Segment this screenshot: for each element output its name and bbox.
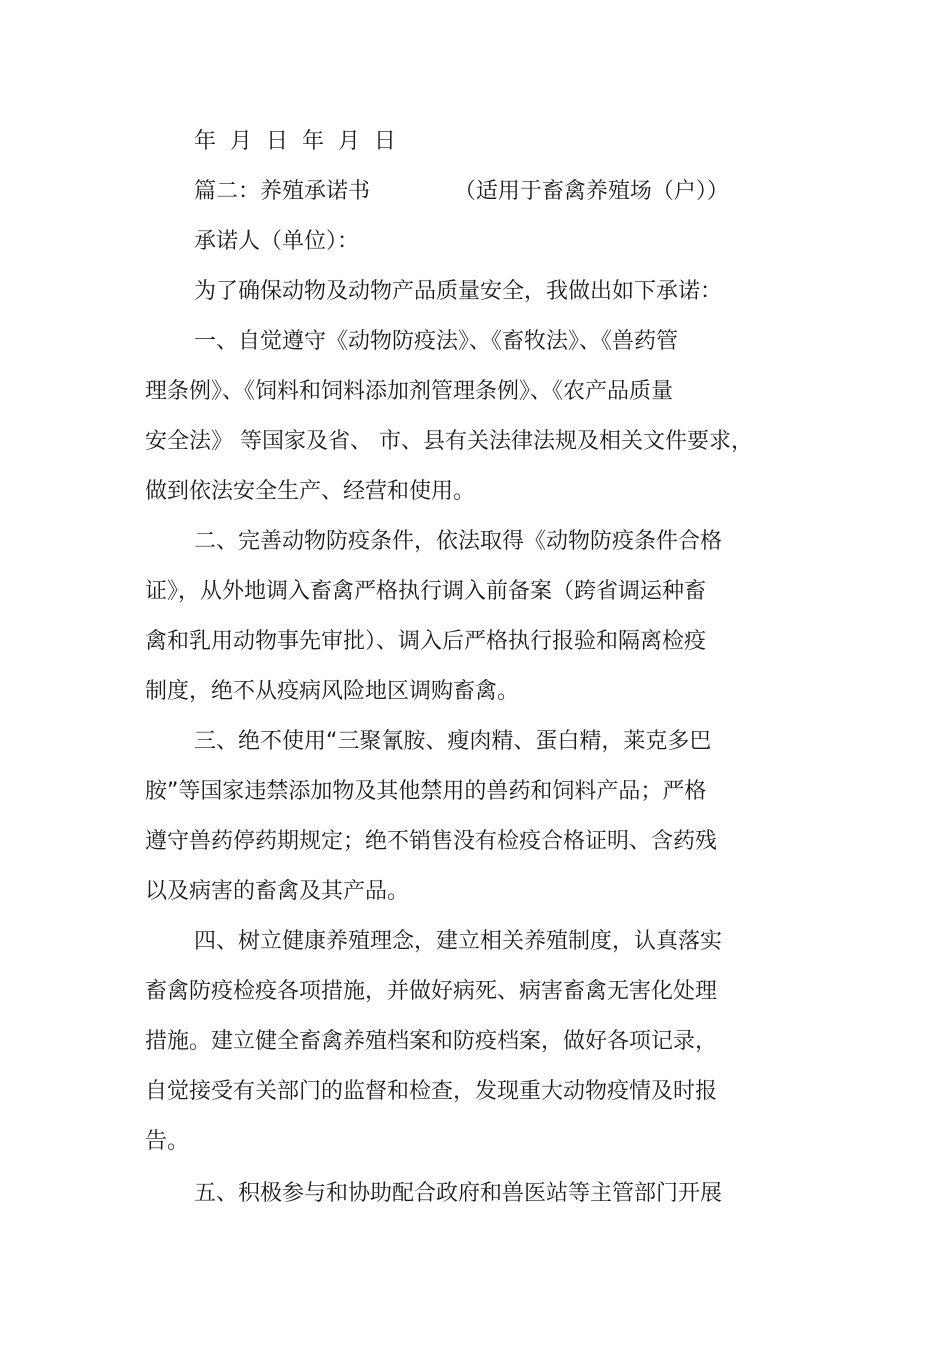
clause-5-line-1: 五、积极参与和协助配合政府和兽医站等主管部门开展	[194, 1181, 723, 1206]
clause-3-line-3: 遵守兽药停药期规定；绝不销售没有检疫合格证明、含药残	[145, 829, 718, 854]
clause-1-line-3: 安全法》 等国家及省、 市、县有关法律法规及相关文件要求，	[145, 429, 753, 454]
clause-1-line-1: 一、自觉遵守《动物防疫法》、《畜牧法》、《兽药管	[194, 329, 679, 354]
clause-3-line-4: 以及病害的畜禽及其产品。	[145, 879, 410, 904]
intro-line: 为了确保动物及动物产品质量安全，我做出如下承诺：	[194, 279, 723, 304]
section-title: 篇二：养殖承诺书 （适用于畜禽养殖场（户））	[194, 179, 729, 204]
clause-4-line-4: 自觉接受有关部门的监督和检查，发现重大动物疫情及时报	[145, 1079, 718, 1104]
clause-1-line-2: 理条例》、《饲料和饲料添加剂管理条例》、《农产品质量	[145, 379, 674, 404]
clause-4-line-1: 四、树立健康养殖理念，建立相关养殖制度，认真落实	[194, 929, 723, 954]
clause-4-line-5: 告。	[145, 1129, 190, 1154]
clause-1-line-4: 做到依法安全生产、经营和使用。	[145, 479, 476, 504]
clause-4-line-2: 畜禽防疫检疫各项措施，并做好病死、病害畜禽无害化处理	[145, 979, 718, 1004]
clause-2-line-1: 二、完善动物防疫条件，依法取得《动物防疫条件合格	[194, 529, 723, 554]
clause-2-line-2: 证》，从外地调入畜禽严格执行调入前备案（跨省调运种畜	[145, 579, 707, 604]
clause-3-line-1: 三、绝不使用“三聚氰胺、瘦肉精、蛋白精，莱克多巴	[194, 729, 712, 754]
clause-4-line-3: 措施。建立健全畜禽养殖档案和防疫档案，做好各项记录，	[145, 1029, 718, 1054]
date-line: 年 月 日 年 月 日	[194, 129, 396, 154]
clause-2-line-3: 禽和乳用动物事先审批）、调入后严格执行报验和隔离检疫	[145, 629, 707, 654]
clause-3-line-2: 胺”等国家违禁添加物及其他禁用的兽药和饲料产品；严格	[145, 779, 707, 804]
promisor-line: 承诺人（单位）：	[194, 229, 360, 254]
clause-2-line-4: 制度，绝不从疫病风险地区调购畜禽。	[145, 679, 520, 704]
